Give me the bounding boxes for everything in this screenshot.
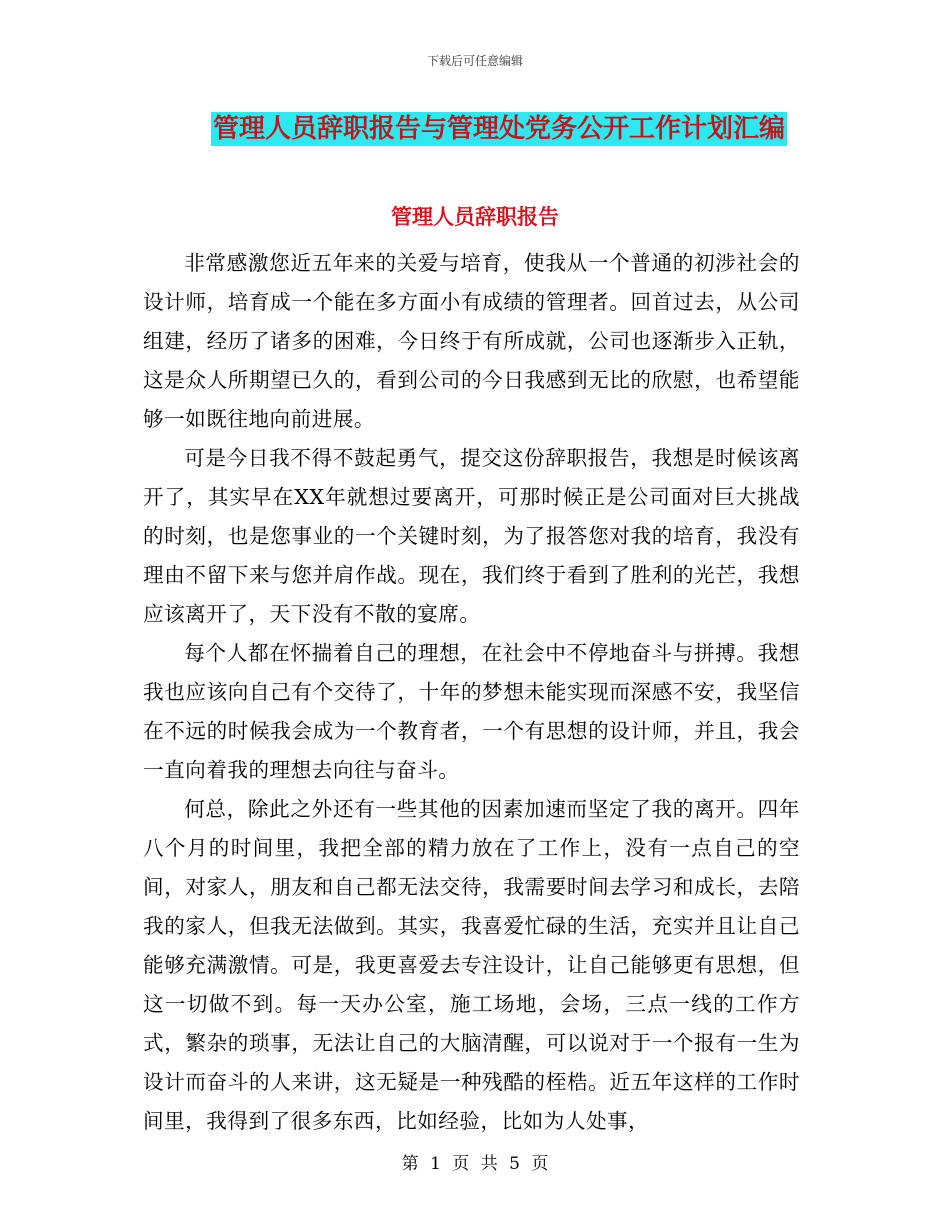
paragraph: 何总，除此之外还有一些其他的因素加速而坚定了我的离开。四年八个月的时间里，我把全部的精力放在了工作上，没有一点自己的空间，对家人，朋友和自己都无法交待，我需要时间去学习和成长，去陪我的家人，但我无法做到。其实，我喜爱忙碌的生活，充实并且让自己能够充满激情。可是，我更喜爱去专注设计，让自己能够更有思想，但这一切做不到。每一天办公室，施工场地，会场，三点一线的工作方式，繁杂的琐事，无法让自己的大脑清醒，可以说对于一个报有一生为设计而奋斗的人来讲，这无疑是一种残酷的桎梏。近五年这样的工作时间里，我得到了很多东西，比如经验，比如为人处事， — [143, 797, 800, 1133]
document-body — [143, 244, 800, 1141]
document-title-container — [0, 112, 950, 146]
page-header-note: 下载后可任意编辑 — [426, 54, 523, 68]
paragraph: 非常感激您近五年来的关爱与培育，使我从一个普通的初涉社会的设计师，培育成一个能在多方面小有成绩的管理者。回首过去，从公司组建，经历了诸多的困难，今日终于有所成就，公司也逐渐步入正轨，这是众人所期望已久的，看到公司的今日我感到无比的欣慰，也希望能够一如既往地向前进展。 — [143, 251, 800, 431]
document-title: 管理人员辞职报告与管理处党务公开工作计划汇编 — [212, 114, 785, 144]
paragraph: 每个人都在怀揣着自己的理想，在社会中不停地奋斗与拼搏。我想我也应该向自己有个交待了，十年的梦想未能实现而深感不安，我坚信在不远的时候我会成为一个教育者，一个有思想的设计师，并且，我会一直向着我的理想去向往与奋斗。 — [143, 641, 800, 782]
paragraph: 可是今日我不得不鼓起勇气，提交这份辞职报告，我想是时候该离开了，其实早在XX年就想过要离开，可那时候正是公司面对巨大挑战的时刻，也是您事业的一个关键时刻，为了报答您对我的培育，我没有理由不留下来与您并肩作战。现在，我们终于看到了胜利的光芒，我想应该离开了，天下没有不散的宴席。 — [143, 446, 800, 626]
section-title: 管理人员辞职报告 — [391, 205, 559, 229]
page-footer-number: 第 1 页 共 5 页 — [401, 1154, 549, 1174]
